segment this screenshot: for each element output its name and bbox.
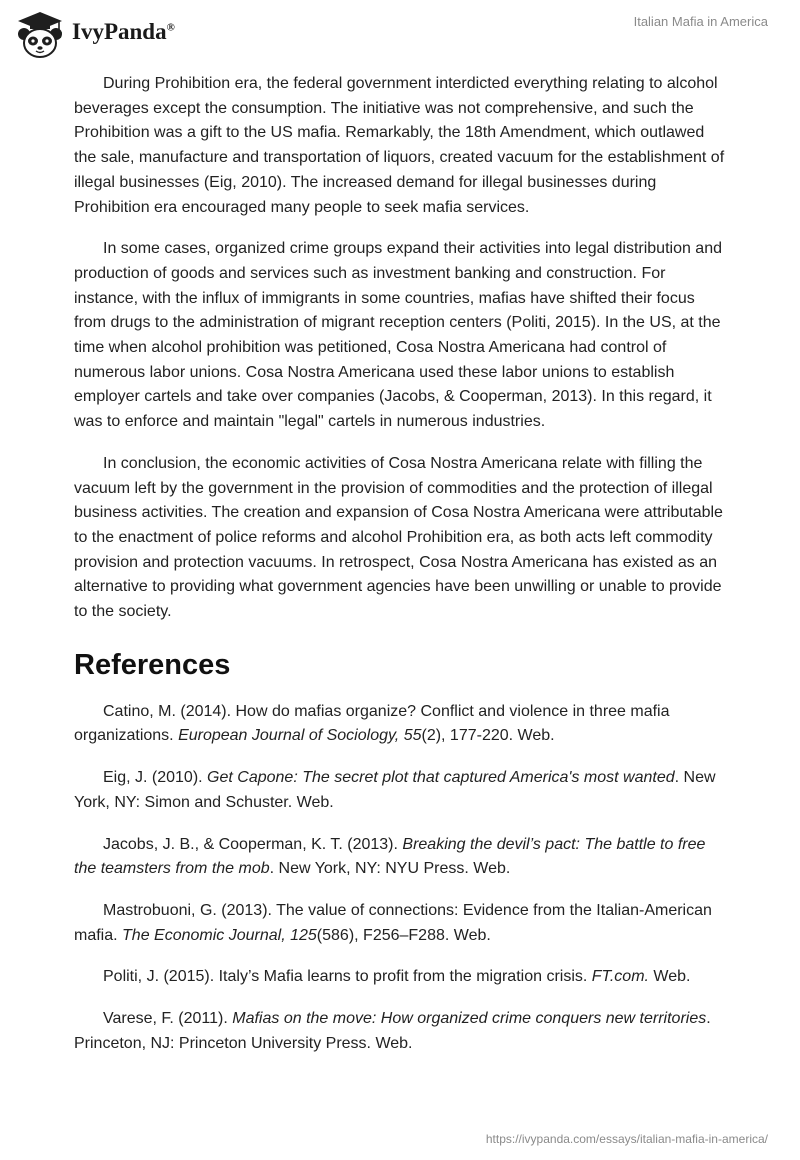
source-url-link[interactable]: https://ivypanda.com/essays/italian-mafia-in-america/ [485, 1132, 768, 1146]
reference-item: Eig, J. (2010). Get Capone: The secret plot that captured America's most wanted. New York, NY: Simon and Schuster. Web. [74, 769, 716, 811]
reference-item: Politi, J. (2015). Italy’s Mafia learns to profit from the migration crisis. FT.com. Web. [103, 968, 691, 986]
references-heading: References [74, 648, 231, 681]
document-title: Italian Mafia in America [633, 14, 768, 29]
brand-name: IvyPanda® [72, 19, 175, 44]
body-paragraph: During Prohibition era, the federal government interdicted everything relating to alcohol beverages except the consumption. The initiative was not comprehensive, and such the Prohibition was a gift to the US mafia. Remarkably, the 18th Amendment, which outlawed the sale, manufacture and transportation of liquors, created vacuum for the establishment of illegal businesses (Eig, 2010). The increased demand for illegal businesses during Prohibition era encouraged many people to seek mafia services. [74, 75, 725, 216]
body-paragraph: In some cases, organized crime groups expand their activities into legal distribution and production of goods and services such as investment banking and construction. For instance, with the influx of immigrants in some countries, mafias have shifted their focus from drugs to the administration of migrant reception centers (Politi, 2015). In the US, at the time when alcohol prohibition was petitioned, Cosa Nostra Americana had control of numerous labor unions. Cosa Nostra Americana used these labor unions to establish employer cartels and take over companies (Jacobs, & Cooperman, 2013). In this regard, it was to enforce and maintain "legal" cartels in numerous industries. [74, 240, 722, 431]
panda-logo-icon [14, 8, 66, 60]
page-header [0, 0, 800, 60]
essay-content [74, 72, 726, 1074]
reference-item: Catino, M. (2014). How do mafias organize? Conflict and violence in three mafia organizations. European Journal of Sociology, 55(2), 177-220. Web. [74, 702, 670, 745]
body-paragraph: In conclusion, the economic activities of Cosa Nostra Americana relate with filling the vacuum left by the government in the provision of commodities and the protection of illegal business activities. The creation and expansion of Cosa Nostra Americana were attributable to the enactment of police reforms and alcohol Prohibition era, as both acts left commodity provision and protection vacuums. In retrospect, Cosa Nostra Americana has existed as an alternative to providing what government agencies have been unwilling or unable to provide to the society. [74, 454, 723, 621]
brand-logo-link[interactable] [14, 8, 175, 60]
reference-item: Varese, F. (2011). Mafias on the move: How organized crime conquers new territories. Princeton, NJ: Princeton University Press. Web. [74, 1010, 711, 1052]
reference-item: Mastrobuoni, G. (2013). The value of connections: Evidence from the Italian-American mafia. The Economic Journal, 125(586), F256–F288. Web. [74, 901, 712, 944]
references-list [74, 700, 726, 1057]
reference-item: Jacobs, J. B., & Cooperman, K. T. (2013). Breaking the devil’s pact: The battle to free the teamsters from the mob. New York, NY: NYU Press. Web. [74, 835, 706, 878]
